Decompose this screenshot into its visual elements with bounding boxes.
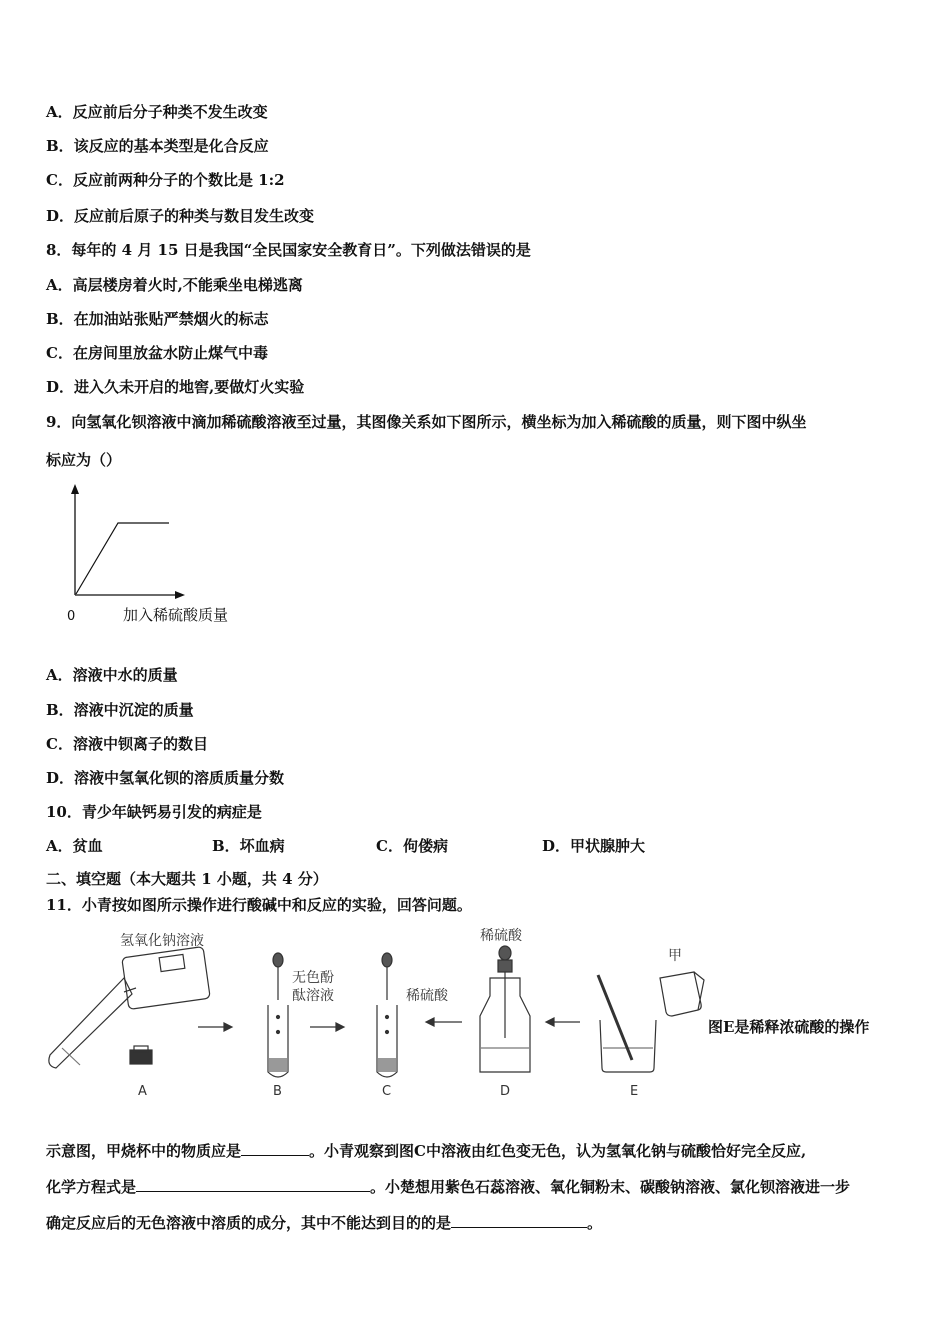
q7-option-a: A．反应前后分子种类不发生改变 (46, 103, 268, 121)
q10-option-b: B．坏血病 (212, 837, 285, 855)
figure-e-caption: 图E是稀释浓硫酸的操作 (708, 1018, 870, 1036)
answer-blank-1[interactable] (241, 1141, 309, 1156)
arrow-e-d (546, 1018, 580, 1026)
q11-figure (40, 920, 740, 1110)
q11-line1-text-a: 示意图，甲烧杯中的物质应是 (46, 1142, 242, 1160)
q8-option-a: A．高层楼房着火时,不能乘坐电梯逃离 (46, 276, 303, 294)
q9-option-a: A．溶液中水的质量 (46, 666, 178, 684)
q8-option-c: C．在房间里放盆水防止煤气中毒 (46, 344, 268, 362)
label-b: B (273, 1084, 282, 1099)
q10-option-c: C．佝偻病 (376, 837, 448, 855)
q11-line3 (46, 1213, 602, 1233)
label-jia: 甲 (668, 948, 682, 964)
section-heading: 二、填空题（本大题共 1 小题，共 4 分） (46, 870, 328, 888)
answer-blank-3[interactable] (451, 1213, 587, 1228)
q9-stem-line2: 标应为（） (46, 451, 122, 469)
q7-option-d: D．反应前后原子的种类与数目发生改变 (46, 207, 315, 225)
label-e: E (630, 1084, 639, 1099)
q11-line2 (46, 1177, 850, 1197)
label-acid-d: 稀硫酸 (480, 928, 522, 944)
q10-option-d: D．甲状腺肿大 (542, 837, 646, 855)
graph-origin: 0 (67, 609, 76, 624)
q9-option-b: B．溶液中沉淀的质量 (46, 701, 194, 719)
figure-b-dropper-tube (268, 953, 288, 1077)
y-axis-arrow (71, 484, 79, 494)
figure-c-dropper-tube (377, 953, 397, 1077)
answer-blank-2[interactable] (136, 1177, 370, 1192)
graph-x-label: 加入稀硫酸质量 (123, 606, 229, 624)
arrow-b-c (310, 1023, 344, 1031)
label-phenol-2: 酞溶液 (292, 988, 334, 1004)
q9-graph (55, 478, 275, 628)
figure-a-pouring (49, 947, 210, 1068)
q11-line2-text-b: 。小楚想用紫色石蕊溶液、氧化铜粉末、碳酸钠溶液、氯化钡溶液进一步 (370, 1178, 851, 1196)
q8-option-b: B．在加油站张贴严禁烟火的标志 (46, 310, 269, 328)
label-phenol-1: 无色酚 (292, 970, 334, 986)
q9-option-d: D．溶液中氢氧化钡的溶质质量分数 (46, 769, 285, 787)
label-naoh: 氢氧化钠溶液 (120, 933, 204, 949)
q8-stem: 8．每年的 4 月 15 日是我国“全民国家安全教育日”。下列做法错误的是 (46, 241, 531, 259)
q8-option-d: D．进入久未开启的地窖,要做灯火实验 (46, 378, 305, 396)
q11-line1-text-b: 。小青观察到图C中溶液由红色变无色，认为氢氧化钠与硫酸恰好完全反应, (309, 1142, 807, 1160)
q7-option-c: C．反应前两种分子的个数比是 1:2 (46, 171, 285, 189)
q11-line1 (46, 1141, 806, 1161)
q10-options (46, 836, 645, 856)
graph-curve (76, 523, 169, 594)
label-acid-c: 稀硫酸 (406, 988, 448, 1004)
label-d: D (500, 1084, 511, 1099)
q11-line3-text-a: 确定反应后的无色溶液中溶质的成分，其中不能达到目的的是 (46, 1214, 452, 1232)
q10-option-a: A．贫血 (46, 837, 103, 855)
q10-stem: 10．青少年缺钙易引发的病症是 (46, 803, 262, 821)
q9-option-c: C．溶液中钡离子的数目 (46, 735, 208, 753)
q11-stem: 11．小青按如图所示操作进行酸碱中和反应的实验，回答问题。 (46, 896, 472, 914)
figure-e-beakers (598, 972, 704, 1072)
q11-line3-text-b: 。 (587, 1214, 603, 1232)
q7-option-b: B．该反应的基本类型是化合反应 (46, 137, 269, 155)
figure-d-reagent-bottle (480, 946, 530, 1072)
arrow-a-b (198, 1023, 232, 1031)
q11-line2-text-a: 化学方程式是 (46, 1178, 137, 1196)
x-axis-arrow (175, 591, 185, 599)
label-a: A (138, 1084, 147, 1099)
q9-stem-line1: 9．向氢氧化钡溶液中滴加稀硫酸溶液至过量，其图像关系如下图所示，横坐标为加入稀硫酸的质量，则下图中纵坐 (46, 413, 807, 431)
label-c: C (382, 1084, 392, 1099)
arrow-d-c (426, 1018, 462, 1026)
